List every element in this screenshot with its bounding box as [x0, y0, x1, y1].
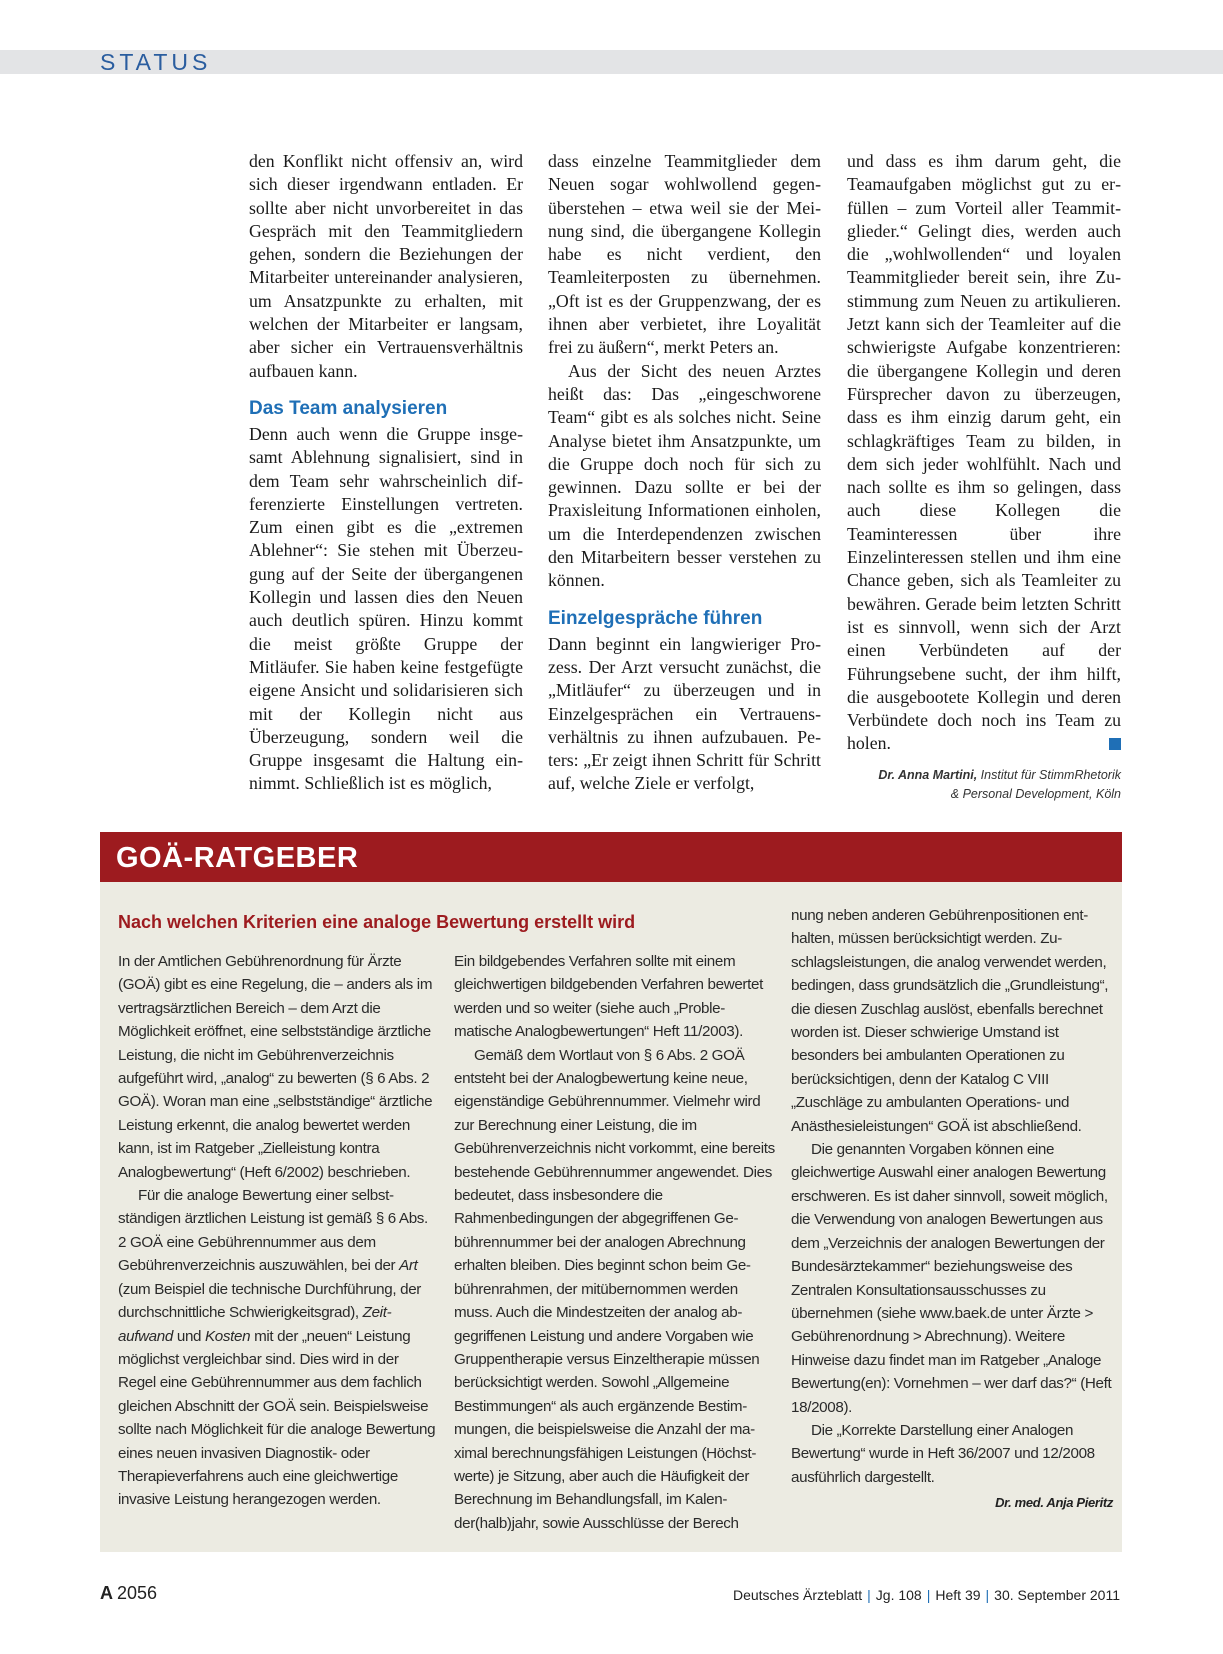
author-name: Dr. Anna Martini, — [878, 767, 978, 782]
paragraph: Dann beginnt ein langwieriger Prozess. Der Arzt versucht zunächst, die „Mitläufer“ zu überzeugen und in Einzelgesprächen ein Vertrauensverhältnis zu ihnen aufzubauen. Peters: „Er zeigt ihnen Schritt für Schritt auf, welche Ziele er verfolgt, — [548, 633, 821, 794]
paragraph: Denn auch wenn die Gruppe insgesamt Ablehnung signalisiert, sind in dem Team sehr wahrscheinlich differenzierte Einstellungen vertreten. Zum einen gibt es die „extremen Ablehner“: Sie stehen mit Überzeugung auf der Seite der übergangenen Kollegin und lassen dies den Neuen auch deutlich spüren. Hinzu kommt die meist größte Gruppe der Mitläufer. Sie haben keine festgefügte eigene Ansicht und solidarisieren sich mit der Kollegin nicht aus Überzeugung, sondern weil die Gruppe insgesamt die Haltung einnimmt. Schließlich ist es möglich, — [249, 423, 523, 794]
page-number-value: 2056 — [117, 1583, 158, 1603]
paragraph: Die „Korrekte Darstellung einer Analogen Bewertung“ wurde in Heft 36/2007 und 12/2008 ausführlich dargestellt. — [791, 1421, 1095, 1486]
paragraph: den Konflikt nicht offensiv an, wird sich dieser irgendwann entladen. Er sollte aber nicht unvorbereitet in das Gespräch mit den Teammitgliedern gehen, sondern die Beziehungen der Mitarbeiter untereinander analysieren, um Ansatzpunkte zu erhalten, mit welchen der Mitarbeiter er langsam, aber sicher ein Vertrauensverhältnis aufbauen kann. — [249, 151, 523, 381]
paragraph — [118, 1184, 438, 1512]
paragraph — [847, 150, 1121, 756]
paragraph: Die genannten Vorgaben können eine gleichwertige Auswahl einer analogen Bewertung erschweren. Es ist daher sinnvoll, soweit möglich, die Verwendung von analogen Bewertungen aus dem „Verzeichnis der analogen Bewertungen der Bundesärztekammer“ beziehungsweise des Zentralen Konsultationsausschusses zu übernehmen (siehe www.baek.de unter Ärzte > Gebührenordnung > Abrechnung). Weitere Hinweise dazu findet man im Ratgeber „Analoge Bewertung(en): Vornehmen – wer darf das?“ (Heft 18/2008). — [791, 1141, 1112, 1416]
article-column-2 — [548, 150, 821, 796]
article-column-1 — [249, 150, 523, 796]
text-run: (zum Beispiel die technische Durchführung, der durchschnittliche Schwierigkeitsgrad), — [118, 1280, 422, 1322]
text-run: mit der „neuen“ Leistung möglichst vergleichbar sind. Dies wird in der Regel eine Gebührennummer aus dem fachlich gleichen Abschnitt der GOÄ sein. Beispielsweise sollte nach Möglichkeit für die analoge Bewertung eines neuen invasiven Diagnostik- oder Therapieverfahrens auch eine gleichwertige invasive Leistung herangezogen werden. — [118, 1327, 436, 1509]
emphasis: Kosten — [205, 1327, 251, 1345]
journal-date: 30. September 2011 — [994, 1587, 1120, 1603]
separator: | — [867, 1587, 871, 1603]
author-affiliation-1: Institut für StimmRhetorik — [980, 767, 1121, 782]
paragraph: Gemäß dem Wortlaut von § 6 Abs. 2 GOÄ entsteht bei der Analogbewertung keine neue, eigenständige Gebührennummer. Vielmehr wird zur Berechnung einer Leistung, die im Gebührenverzeichnis nicht vorkommt, eine bereits bestehende Gebührennummer angewendet. Dies bedeutet, dass insbesondere die Rahmenbedingungen der abgegriffenen Gebührennummer bei der analogen Abrechnung erhalten bleiben. Dies beginnt schon beim Gebührenrahmen, der mitübernommen werden muss. Auch die Mindestzeiten der analog abgegriffenen Leistung und andere Vorgaben wie Gruppentherapie versus Einzeltherapie müssen berücksichtigt werden. Sowohl „Allgemeine Bestimmungen“ als auch ergänzende Bestimmungen, die beispielsweise die Anzahl der maximal berechnungsfähigen Leistungen (Höchstwerte) je Sitzung, aber auch die Häufigkeit der Berechnung im Behandlungsfall, im Kalender(halb)jahr, sowie Ausschlüsse der Berech — [454, 1046, 775, 1532]
goa-column-2 — [454, 950, 776, 1535]
author-affiliation-2: & Personal Development, Köln — [950, 786, 1121, 801]
article-column-3 — [847, 150, 1121, 804]
text-run: Für die analoge Bewertung einer selbstständigen ärztlichen Leistung ist gemäß § 6 Abs. 2 GOÄ eine Gebührennummer aus dem Gebührenverzeichnis auszuwählen, bei der — [118, 1187, 428, 1275]
paragraph-text: und dass es ihm darum geht, die Teamaufgaben möglichst gut zu erfüllen – zum Vorteil aller Teammitglieder.“ Gelingt dies, werden auch die „wohlwollenden“ und loyalen Teammitglieder bereit sein, ihre Zustimmung zum Neuen zu artikulieren. Jetzt kann sich der Teamleiter auf die schwierigste Aufgabe konzentrieren: die übergangene Kollegin und deren Fürsprecher davon zu überzeugen, dass es ihm einzig darum geht, ein schlagkräftiges Team zu bilden, in dem sich jeder wohlfühlt. Nach und nach sollte es ihm so gelingen, dass auch diese Kollegen die Teaminteressen über ihre Einzelinteressen stellen und ihm eine Chance geben, sich als Teamleiter zu bewähren. Gerade beim letzten Schritt ist es sinnvoll, wenn sich der Arzt einen Verbündeten auf der Führungsebene sucht, der ihm hilft, die ausgebootete Kollegin und deren Verbündete doch noch ins Team zu holen. — [847, 151, 1121, 754]
journal-name: Deutsches Ärzteblatt — [732, 1587, 863, 1603]
subheading: Einzelgespräche führen — [548, 607, 763, 629]
journal-info — [733, 1585, 1120, 1605]
page-number — [100, 1581, 157, 1605]
goa-column-3 — [791, 904, 1113, 1513]
separator: | — [985, 1587, 990, 1603]
goa-ratgeber-subtitle: Nach welchen Kriterien eine analoge Bewertung erstellt wird — [118, 912, 636, 932]
goa-column-1 — [118, 950, 438, 1512]
end-of-article-square-icon — [1109, 738, 1121, 750]
paragraph: Ein bildgebendes Verfahren sollte mit einem gleichwertigen bildgebenden Verfahren bewertet werden und so weiter (siehe auch „Problematische Analogbewertungen“ Heft 11/2003). — [454, 953, 763, 1041]
separator: | — [926, 1587, 931, 1603]
goa-author: Dr. med. Anja Pieritz — [995, 1495, 1113, 1511]
emphasis: Art — [399, 1257, 418, 1275]
article-author — [847, 766, 1121, 804]
journal-issue: Heft 39 — [935, 1587, 981, 1603]
page-prefix: A — [100, 1583, 113, 1603]
subheading: Das Team analysieren — [249, 397, 448, 419]
paragraph: nung neben anderen Gebührenpositionen enthalten, müssen berücksichtigt werden. Zuschlagsleistungen, die analog verwendet werden, bedingen, dass grundsätzlich die „Grundleistung“, die diesen Zuschlag auslöst, ebenfalls berechnet worden ist. Dieser schwierige Umstand ist besonders bei ambulanten Operationen zu berücksichtigen, denn der Katalog C VIII „Zuschläge zu ambulanten Operations- und Anästhesieleistungen“ GOÄ ist abschließend. — [791, 907, 1109, 1135]
paragraph: dass einzelne Teammitglieder dem Neuen sogar wohlwollend gegenüberstehen – etwa weil sie der Meinung sind, die übergangene Kollegin habe es nicht verdient, den Teamleiterposten zu übernehmen. „Oft ist es der Gruppenzwang, der es ihnen aber verbietet, ihre Loyalität frei zu äußern“, merkt Peters an. — [548, 151, 821, 358]
goa-ratgeber-title: GOÄ-RATGEBER — [116, 842, 359, 874]
text-run: und — [172, 1327, 206, 1345]
journal-volume: Jg. 108 — [875, 1587, 922, 1603]
emphasis: Zeitaufwand — [118, 1304, 392, 1345]
section-label: STATUS — [100, 49, 212, 75]
paragraph: Aus der Sicht des neuen Arztes heißt das: Das „eingeschworene Team“ gibt es als solches nicht. Seine Analyse bietet ihm Ansatzpunkte, um die Gruppe doch noch für sich zu gewinnen. Dazu sollte er bei der Praxisleitung Informationen einholen, um die Interdependenzen zwischen den Mitarbeitern besser verstehen zu können. — [548, 360, 821, 591]
paragraph: In der Amtlichen Gebührenordnung für Ärzte (GOÄ) gibt es eine Regelung, die – anders als im vertragsärztlichen Bereich – dem Arzt die Möglichkeit eröffnet, eine selbstständige ärztliche Leistung, die nicht im Gebührenverzeichnis aufgeführt wird, „analog“ zu bewerten (§ 6 Abs. 2 GOÄ). Woran man eine „selbstständige“ ärztliche Leistung erkennt, die analog bewertet werden kann, ist im Ratgeber „Zielleistung kontra Analogbewertung“ (Heft 6/2002) beschrieben. — [118, 953, 433, 1181]
